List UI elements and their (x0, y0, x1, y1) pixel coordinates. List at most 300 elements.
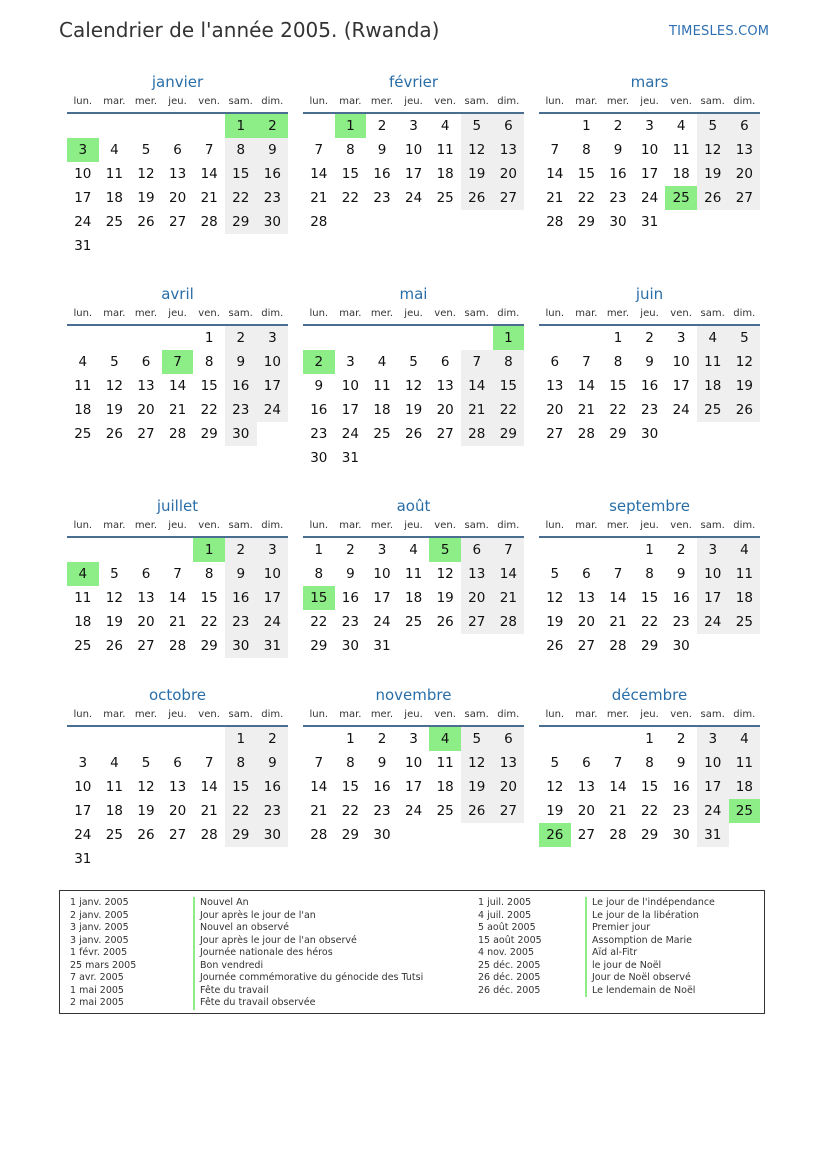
holiday-day-cell: 2 (257, 114, 289, 138)
day-cell: 16 (609, 166, 627, 182)
empty-cell (99, 727, 131, 751)
day-cell: 31 (74, 238, 92, 254)
day-cell: 25 (404, 614, 423, 630)
weekday-label: mer. (606, 709, 630, 720)
day-cell: 13 (493, 751, 525, 775)
empty-cell (162, 326, 194, 350)
day-cell: 12 (461, 138, 493, 162)
legend-date: 3 janv. 2005 (70, 922, 129, 933)
day-cell: 12 (105, 590, 123, 606)
day-cell: 13 (137, 590, 155, 606)
day-cell: 28 (609, 638, 627, 654)
weekday-header (539, 94, 760, 114)
holiday-day-cell: 25 (729, 799, 761, 823)
day-cell: 4 (440, 118, 450, 134)
day-cell: 8 (346, 755, 355, 771)
weekday-label: sam. (700, 709, 725, 720)
day-cell: 16 (672, 590, 690, 606)
weekday-header (67, 707, 288, 727)
empty-cell (162, 538, 194, 562)
day-cell: 5 (697, 114, 729, 138)
empty-cell (539, 326, 571, 350)
empty-cell (162, 114, 194, 138)
weekday-label: mar. (339, 96, 362, 107)
day-cell: 3 (645, 118, 654, 134)
day-cell: 22 (225, 799, 257, 823)
day-cell: 25 (697, 398, 729, 422)
month-name: juillet (156, 497, 199, 515)
day-cell: 29 (609, 426, 627, 442)
empty-cell (130, 114, 162, 138)
day-cell: 13 (493, 138, 525, 162)
weekday-label: mar. (575, 96, 598, 107)
empty-cell (602, 538, 634, 562)
day-cell: 14 (609, 590, 627, 606)
weekday-header (303, 518, 524, 538)
day-cell: 19 (105, 402, 123, 418)
month-6 (539, 284, 760, 446)
day-cell: 5 (141, 142, 151, 158)
day-cell: 26 (546, 638, 564, 654)
day-cell: 17 (74, 803, 92, 819)
day-cell: 6 (582, 566, 591, 582)
day-cell: 7 (204, 755, 214, 771)
day-cell: 11 (373, 378, 391, 394)
weekday-label: mer. (134, 709, 158, 720)
day-cell: 8 (225, 751, 257, 775)
weekday-label: mer. (370, 520, 394, 531)
day-cell: 16 (640, 378, 659, 394)
weekday-label: lun. (309, 520, 329, 531)
day-cell: 16 (257, 775, 289, 799)
day-cell: 24 (257, 398, 289, 422)
day-cell: 27 (436, 426, 454, 442)
day-cell: 18 (404, 590, 423, 606)
day-cell: 14 (577, 378, 595, 394)
day-cell: 18 (729, 775, 761, 799)
day-cell: 19 (137, 190, 155, 206)
day-cell: 22 (493, 398, 525, 422)
day-cell: 2 (377, 731, 387, 747)
day-grid (539, 727, 760, 847)
day-cell: 8 (225, 138, 257, 162)
day-cell: 24 (257, 610, 289, 634)
day-cell: 27 (137, 638, 155, 654)
weekday-label: lun. (73, 96, 93, 107)
day-cell: 20 (461, 586, 493, 610)
day-cell: 18 (105, 190, 123, 206)
legend-holiday-name: Journée nationale des héros (193, 947, 333, 960)
day-cell: 13 (546, 378, 564, 394)
day-cell: 23 (341, 614, 359, 630)
day-cell: 2 (257, 727, 289, 751)
weekday-header (539, 306, 760, 326)
weekday-label: mar. (103, 96, 126, 107)
day-cell: 15 (640, 590, 659, 606)
weekday-label: dim. (261, 96, 284, 107)
legend-holiday-name: Premier jour (585, 922, 650, 935)
day-cell: 6 (550, 354, 560, 370)
day-cell: 10 (697, 751, 729, 775)
day-cell: 28 (200, 827, 218, 843)
empty-cell (130, 326, 162, 350)
weekday-header (67, 518, 288, 538)
empty-cell (571, 326, 603, 350)
day-grid (539, 326, 760, 446)
legend-holiday-name: Aïd al-Fitr (585, 947, 637, 960)
day-cell: 15 (609, 378, 627, 394)
day-cell: 17 (257, 586, 289, 610)
day-cell: 30 (257, 823, 289, 847)
day-cell: 21 (461, 398, 493, 422)
day-cell: 4 (729, 727, 761, 751)
weekday-label: dim. (497, 709, 520, 720)
weekday-label: dim. (733, 520, 756, 531)
day-cell: 28 (200, 214, 218, 230)
weekday-label: sam. (700, 96, 725, 107)
weekday-label: jeu. (404, 308, 423, 319)
day-cell: 30 (672, 638, 690, 654)
day-cell: 9 (314, 378, 324, 394)
day-cell: 11 (74, 378, 92, 394)
weekday-label: mer. (606, 308, 630, 319)
day-cell: 5 (461, 114, 493, 138)
day-cell: 10 (373, 566, 391, 582)
weekday-label: ven. (670, 520, 692, 531)
day-cell: 4 (729, 538, 761, 562)
day-cell: 14 (168, 378, 187, 394)
day-cell: 30 (672, 827, 690, 843)
day-cell: 19 (436, 590, 454, 606)
day-cell: 27 (137, 426, 155, 442)
day-cell: 10 (257, 350, 289, 374)
day-cell: 21 (168, 614, 187, 630)
day-cell: 9 (676, 755, 686, 771)
day-cell: 12 (546, 590, 564, 606)
day-cell: 20 (493, 775, 525, 799)
day-cell: 23 (373, 190, 391, 206)
empty-cell (398, 326, 430, 350)
month-12 (539, 685, 760, 847)
day-grid (303, 538, 524, 658)
month-3 (539, 72, 760, 234)
month-4 (67, 284, 288, 446)
day-cell: 10 (640, 142, 659, 158)
day-cell: 29 (225, 210, 257, 234)
weekday-label: ven. (434, 520, 456, 531)
month-name: août (396, 497, 431, 515)
day-cell: 6 (461, 538, 493, 562)
weekday-label: lun. (545, 520, 565, 531)
day-cell: 2 (645, 330, 654, 346)
day-cell: 4 (377, 354, 387, 370)
day-grid (303, 326, 524, 470)
legend-date: 25 déc. 2005 (478, 959, 541, 971)
weekday-label: dim. (497, 308, 520, 319)
day-cell: 19 (546, 614, 564, 630)
empty-cell (335, 326, 367, 350)
day-cell: 5 (409, 354, 418, 370)
day-cell: 28 (168, 638, 187, 654)
weekday-label: sam. (464, 709, 489, 720)
weekday-label: mar. (339, 308, 362, 319)
weekday-label: mar. (575, 520, 598, 531)
month-11 (303, 685, 524, 847)
day-cell: 23 (257, 799, 289, 823)
empty-cell (67, 114, 99, 138)
day-cell: 3 (676, 330, 686, 346)
legend-holiday-name: Le jour de l'indépendance (585, 897, 715, 910)
weekday-header (303, 94, 524, 114)
weekday-label: lun. (73, 308, 93, 319)
weekday-label: sam. (464, 308, 489, 319)
legend-date: 1 juil. 2005 (478, 897, 532, 908)
day-cell: 29 (310, 638, 328, 654)
weekday-label: jeu. (640, 96, 659, 107)
weekday-label: dim. (733, 709, 756, 720)
weekday-label: lun. (309, 709, 329, 720)
day-cell: 10 (74, 779, 92, 795)
day-cell: 25 (436, 190, 454, 206)
day-cell: 28 (461, 422, 493, 446)
legend-holiday-name: Nouvel an observé (193, 922, 289, 935)
month-name: décembre (611, 686, 688, 704)
day-cell: 21 (493, 586, 525, 610)
day-cell: 21 (609, 803, 627, 819)
weekday-label: jeu. (168, 520, 187, 531)
holiday-day-cell: 4 (67, 562, 99, 586)
day-cell: 6 (173, 755, 182, 771)
day-cell: 1 (346, 731, 355, 747)
day-cell: 18 (672, 166, 690, 182)
day-cell: 26 (105, 638, 123, 654)
day-cell: 24 (697, 610, 729, 634)
weekday-label: dim. (261, 308, 284, 319)
day-cell: 11 (436, 755, 454, 771)
day-cell: 2 (225, 538, 257, 562)
day-cell: 3 (409, 118, 418, 134)
day-cell: 23 (225, 610, 257, 634)
day-cell: 15 (640, 779, 659, 795)
weekday-label: lun. (309, 96, 329, 107)
weekday-label: mer. (134, 96, 158, 107)
day-cell: 3 (377, 542, 387, 558)
day-cell: 29 (200, 426, 218, 442)
day-cell: 7 (613, 755, 623, 771)
day-cell: 30 (225, 422, 257, 446)
weekday-label: mer. (370, 709, 394, 720)
day-cell: 28 (310, 827, 328, 843)
empty-cell (67, 727, 99, 751)
legend-date: 1 mai 2005 (70, 984, 124, 996)
empty-cell (571, 727, 603, 751)
day-cell: 9 (346, 566, 355, 582)
weekday-label: ven. (670, 308, 692, 319)
day-cell: 18 (74, 402, 92, 418)
legend-holiday-name: Bon vendredi (193, 960, 263, 973)
day-cell: 17 (404, 779, 423, 795)
day-cell: 3 (697, 727, 729, 751)
day-cell: 13 (436, 378, 454, 394)
day-cell: 28 (310, 214, 328, 230)
day-cell: 26 (404, 426, 423, 442)
day-cell: 24 (373, 614, 391, 630)
day-cell: 18 (697, 374, 729, 398)
day-cell: 21 (577, 402, 595, 418)
day-cell: 22 (310, 614, 328, 630)
day-grid (67, 326, 288, 446)
day-cell: 27 (729, 186, 761, 210)
day-cell: 27 (168, 827, 187, 843)
legend-date: 4 juil. 2005 (478, 909, 532, 921)
legend-holiday-name: Assomption de Marie (585, 935, 692, 948)
day-cell: 11 (404, 566, 423, 582)
day-cell: 9 (613, 142, 623, 158)
day-cell: 12 (436, 566, 454, 582)
day-cell: 23 (225, 398, 257, 422)
weekday-header (67, 306, 288, 326)
day-cell: 24 (640, 190, 659, 206)
weekday-label: mer. (606, 520, 630, 531)
day-cell: 29 (225, 823, 257, 847)
legend-holiday-name: Nouvel An (193, 897, 249, 910)
weekday-label: ven. (434, 709, 456, 720)
day-cell: 20 (168, 803, 187, 819)
day-cell: 9 (645, 354, 654, 370)
day-cell: 16 (310, 402, 328, 418)
weekday-label: sam. (700, 520, 725, 531)
day-cell: 5 (461, 727, 493, 751)
day-cell: 8 (346, 142, 355, 158)
day-cell: 26 (729, 398, 761, 422)
legend-date: 15 août 2005 (478, 934, 542, 946)
day-cell: 23 (310, 426, 328, 442)
brand-link[interactable]: TIMESLES.COM (669, 24, 770, 39)
day-grid (303, 114, 524, 234)
day-cell: 5 (110, 354, 119, 370)
day-cell: 16 (672, 779, 690, 795)
day-cell: 22 (609, 402, 627, 418)
empty-cell (602, 727, 634, 751)
day-cell: 28 (546, 214, 564, 230)
day-cell: 19 (105, 614, 123, 630)
day-cell: 16 (257, 162, 289, 186)
day-cell: 7 (493, 538, 525, 562)
day-cell: 17 (404, 166, 423, 182)
day-cell: 10 (341, 378, 359, 394)
empty-cell (130, 538, 162, 562)
day-cell: 9 (377, 142, 387, 158)
empty-cell (193, 114, 225, 138)
weekday-label: lun. (73, 520, 93, 531)
holiday-day-cell: 2 (303, 350, 335, 374)
legend-date: 2 mai 2005 (70, 997, 124, 1008)
day-cell: 15 (577, 166, 595, 182)
weekday-label: ven. (670, 709, 692, 720)
day-cell: 13 (168, 166, 187, 182)
day-cell: 19 (137, 803, 155, 819)
month-2 (303, 72, 524, 234)
day-cell: 2 (377, 118, 387, 134)
day-cell: 27 (577, 638, 595, 654)
day-cell: 23 (609, 190, 627, 206)
empty-cell (162, 727, 194, 751)
weekday-label: sam. (228, 308, 253, 319)
day-cell: 26 (105, 426, 123, 442)
day-cell: 18 (436, 166, 454, 182)
day-cell: 12 (697, 138, 729, 162)
day-cell: 6 (141, 354, 151, 370)
empty-cell (99, 538, 131, 562)
day-cell: 31 (257, 634, 289, 658)
weekday-label: dim. (261, 709, 284, 720)
day-cell: 12 (137, 166, 155, 182)
month-name: avril (161, 285, 194, 303)
day-cell: 19 (729, 374, 761, 398)
holiday-day-cell: 3 (67, 138, 99, 162)
day-cell: 10 (404, 142, 423, 158)
day-cell: 29 (640, 638, 659, 654)
day-grid (539, 114, 760, 234)
day-cell: 31 (74, 851, 92, 867)
weekday-label: mar. (339, 709, 362, 720)
day-cell: 20 (436, 402, 454, 418)
day-cell: 6 (440, 354, 450, 370)
weekday-label: mer. (606, 96, 630, 107)
day-cell: 10 (404, 755, 423, 771)
day-cell: 13 (461, 562, 493, 586)
day-cell: 25 (105, 827, 123, 843)
weekday-label: ven. (198, 520, 220, 531)
day-cell: 9 (377, 755, 387, 771)
day-cell: 23 (640, 402, 659, 418)
day-cell: 4 (110, 755, 119, 771)
legend-date: 4 nov. 2005 (478, 947, 534, 958)
weekday-label: jeu. (640, 308, 659, 319)
day-cell: 28 (493, 610, 525, 634)
day-cell: 7 (550, 142, 560, 158)
day-cell: 7 (582, 354, 591, 370)
day-cell: 7 (613, 566, 623, 582)
day-cell: 9 (257, 138, 289, 162)
weekday-label: mar. (339, 520, 362, 531)
legend-holiday-name: Fête du travail observée (193, 997, 316, 1010)
day-cell: 6 (141, 566, 151, 582)
day-cell: 22 (200, 402, 218, 418)
day-cell: 26 (461, 799, 493, 823)
weekday-label: mar. (103, 308, 126, 319)
day-cell: 22 (577, 190, 595, 206)
day-cell: 4 (409, 542, 418, 558)
day-cell: 16 (341, 590, 359, 606)
day-cell: 13 (168, 779, 187, 795)
day-cell: 29 (200, 638, 218, 654)
day-cell: 27 (577, 827, 595, 843)
day-cell: 18 (105, 803, 123, 819)
legend-date: 7 avr. 2005 (70, 972, 124, 983)
holiday-day-cell: 4 (429, 727, 461, 751)
day-cell: 24 (341, 426, 359, 442)
empty-cell (539, 538, 571, 562)
day-cell: 20 (137, 402, 155, 418)
day-cell: 2 (346, 542, 355, 558)
day-grid (303, 727, 524, 847)
legend-holiday-name: Jour après le jour de l'an observé (193, 935, 357, 948)
day-cell: 15 (200, 378, 218, 394)
legend-holiday-name: Journée commémorative du génocide des Tutsi (193, 972, 423, 985)
day-cell: 30 (640, 426, 659, 442)
empty-cell (303, 326, 335, 350)
